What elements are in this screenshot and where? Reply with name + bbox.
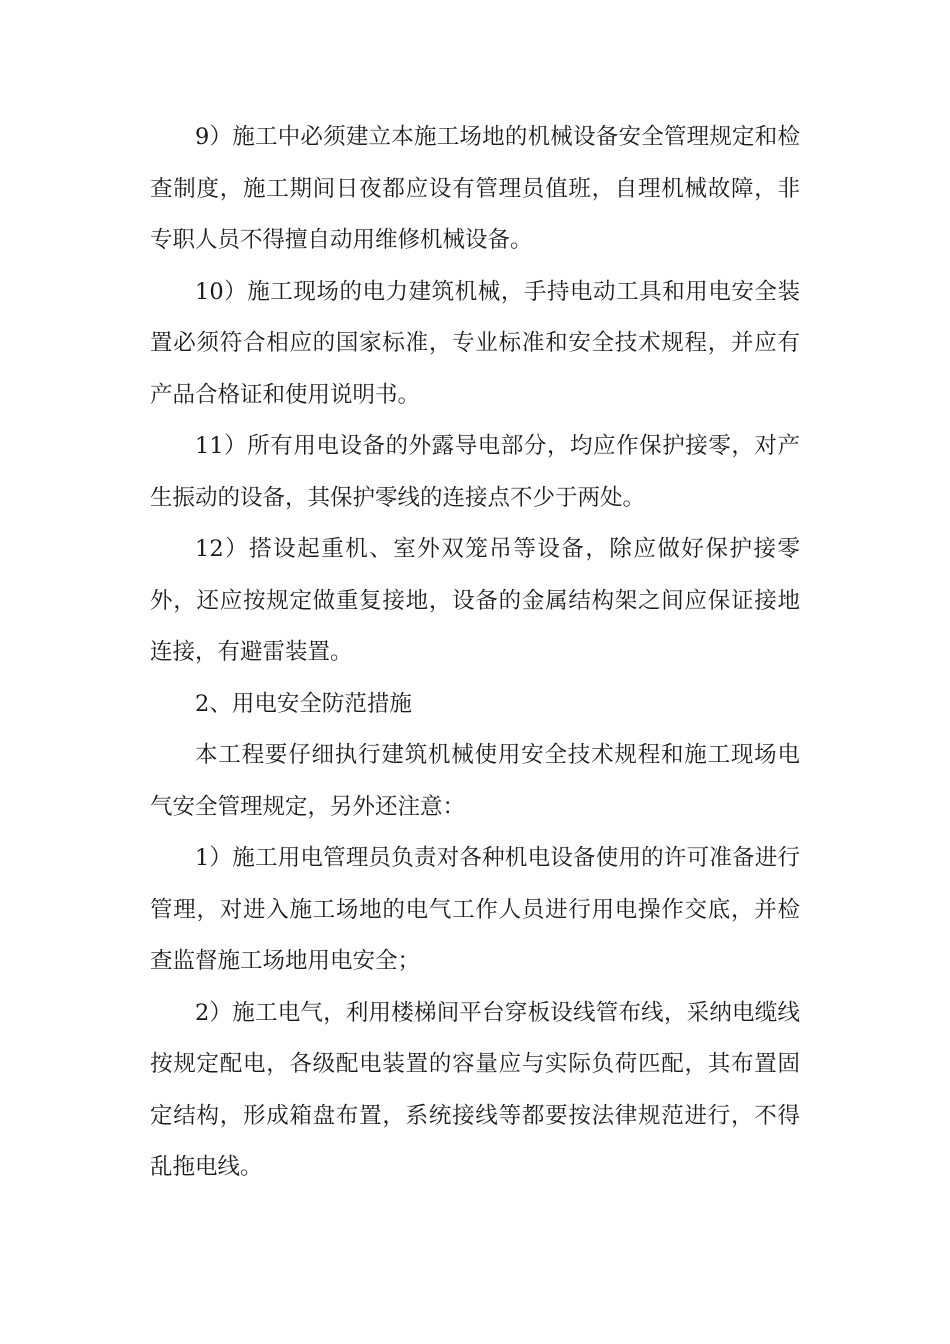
- paragraph-item-12: 12）搭设起重机、室外双笼吊等设备，除应做好保护接零外，还应按规定做重复接地，设备的金属结构架之间应保证接地连接，有避雷装置。: [150, 536, 800, 665]
- document-body: [150, 112, 800, 1194]
- paragraph-item-2: 2）施工电气，利用楼梯间平台穿板设线管布线，采纳电缆线按规定配电，各级配电装置的容量应与实际负荷匹配，其布置固定结构，形成箱盘布置，系统接线等都要按法律规范进行，不得乱拖电线。: [150, 999, 800, 1180]
- paragraph-item-9: 9）施工中必须建立本施工场地的机械设备安全管理规定和检查制度，施工期间日夜都应设有管理员值班，自理机械故障，非专职人员不得擅自动用维修机械设备。: [150, 124, 800, 253]
- paragraph-item-1: 1）施工用电管理员负责对各种机电设备使用的许可准备进行管理，对进入施工场地的电气工作人员进行用电操作交底，并检查监督施工场地用电安全；: [150, 845, 800, 974]
- paragraph-item-10: 10）施工现场的电力建筑机械，手持电动工具和用电安全装置必须符合相应的国家标准，专业标准和安全技术规程，并应有产品合格证和使用说明书。: [150, 278, 800, 408]
- paragraph-item-11: 11）所有用电设备的外露导电部分，均应作保护接零，对产生振动的设备，其保护零线的连接点不少于两处。: [150, 433, 800, 511]
- section-intro: 本工程要仔细执行建筑机械使用安全技术规程和施工现场电气安全管理规定，另外还注意：: [150, 742, 800, 820]
- section-heading: 2、用电安全防范措施: [195, 690, 412, 717]
